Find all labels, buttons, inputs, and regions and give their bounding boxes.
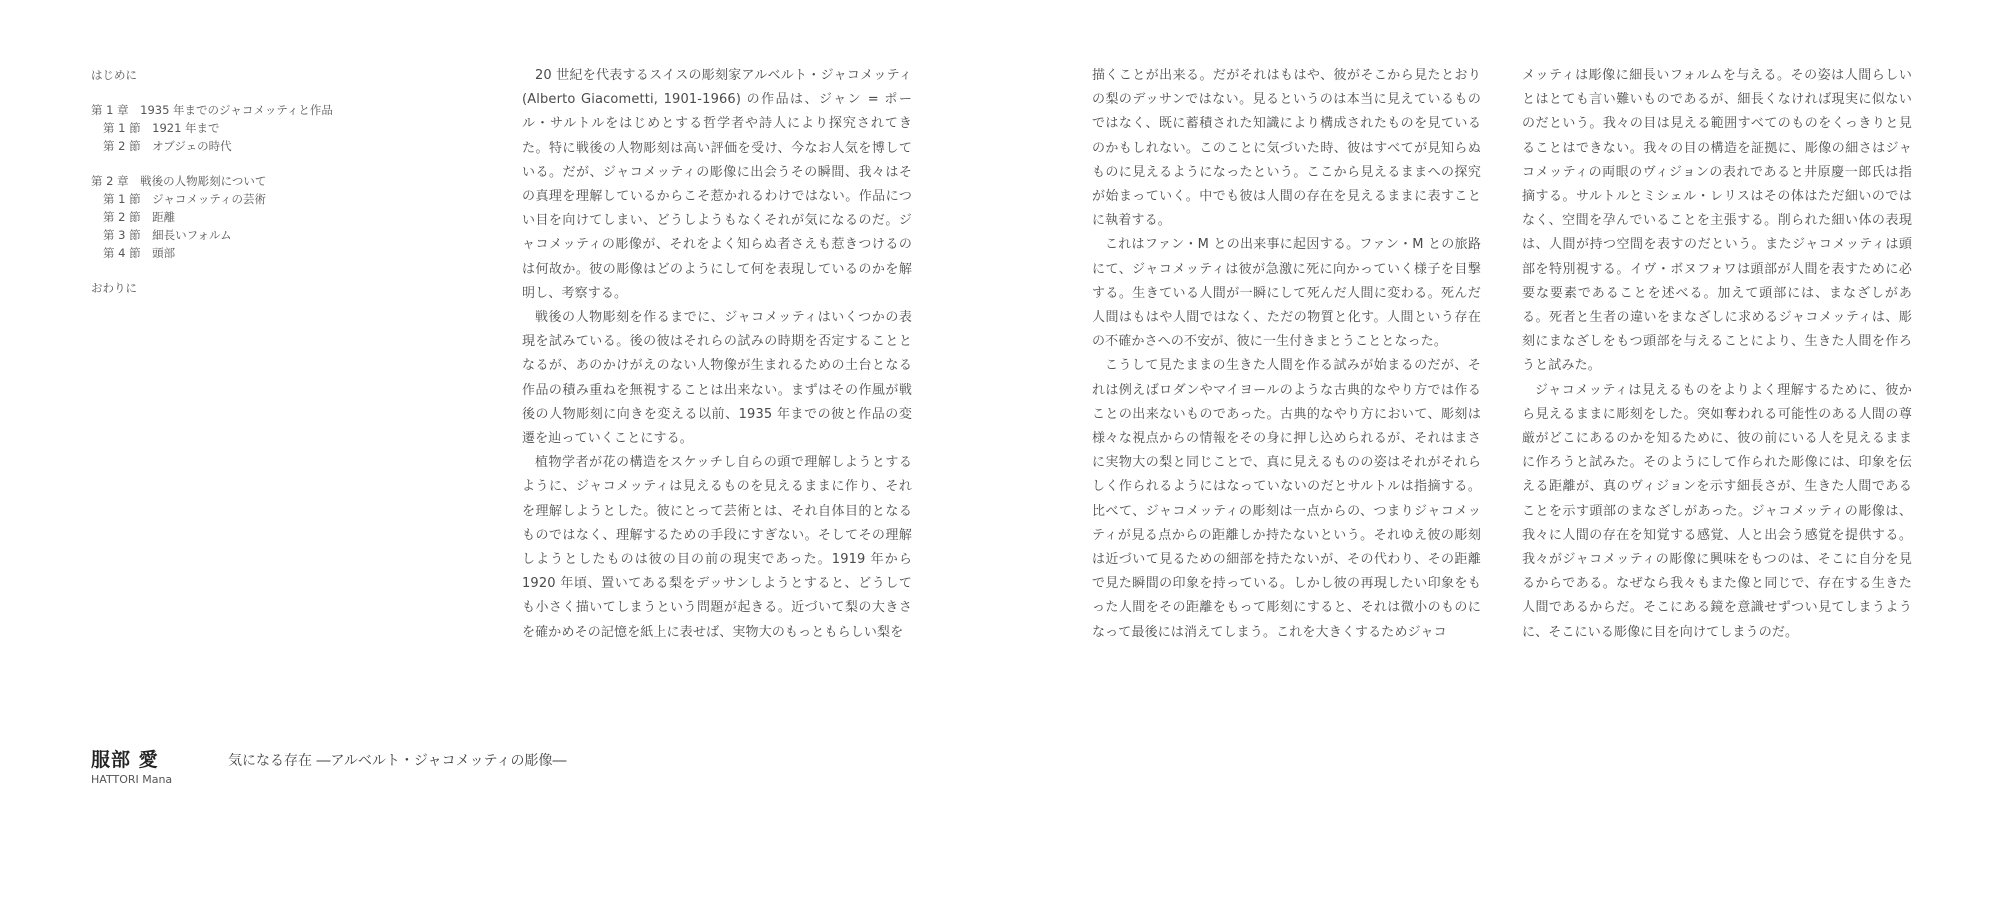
body-column-2 [1092,64,1481,645]
body-column-3 [1522,64,1912,645]
work-title: 気になる存在 ―アルベルト・ジャコメッティの彫像― [228,753,567,769]
paragraph: これはファン・M との出来事に起因する。ファン・M との旅路にて、ジャコメッティは彼が急激に死に向かっていく様子を目撃する。生きている人間が一瞬にして死んだ人間に変わる。死んだ人間はもはや人間ではなく、ただの物質と化す。人間という存在の不確かさへの不安が、彼に一生付きまとうこととなった。 [1092,237,1481,350]
table-of-contents [91,66,391,297]
paragraph: こうして見たままの生きた人間を作る試みが始まるのだが、それは例えばロダンやマイヨールのような古典的なやり方では作ることの出来ないものであった。古典的なやり方において、彫刻は様々な視点からの情報をその身に押し込められるが、それはまさに実物大の梨と同じことで、真に見えるものの姿はそれがそれらしく作られるようにはなっていないのだとサルトルは指摘する。比べて、ジャコメッティの彫刻は一点からの、つまりジャコメッティが見る点からの距離しか持たないという。それゆえ彼の彫刻は近づいて見るための細部を持たないが、その代わり、その距離で見た瞬間の印象を持っている。しかし彼の再現したい印象をもった人間をその距離をもって彫刻にすると、それは微小のものになって最後には消えてしまう。これを大きくするためジャコ [1092,358,1481,640]
toc-chapter-2-section-1: 第 1 節 ジャコメッティの芸術 [103,192,266,206]
toc-chapter-1: 第 1 章 1935 年までのジャコメッティと作品 [91,103,333,117]
author-block [91,748,172,788]
paragraph: 描くことが出来る。だがそれはもはや、彼がそこから見たとおりの梨のデッサンではない。見るというのは本当に見えているものではなく、既に蓄積された知識により構成されたものを見ているのかもしれない。このことに気づいた時、彼はすべてが見知らぬものに見えるようになったという。ここから見えるままへの探究が始まっていく。中でも彼は人間の存在を見えるままに表すことに執着する。 [1092,68,1481,229]
toc-chapter-2: 第 2 章 戦後の人物彫刻について [91,174,267,188]
toc-chapter-2-section-2: 第 2 節 距離 [103,210,176,224]
paragraph: 戦後の人物彫刻を作るまでに、ジャコメッティはいくつかの表現を試みている。後の彼はそれらの試みの時期を否定することとなるが、あのかけがえのない人物像が生まれるための土台となる作品の積み重ねを無視することは出来ない。まずはその作風が戦後の人物彫刻に向きを変える以前、1935 年までの彼と作品の変遷を辿っていくことにする。 [522,310,912,447]
toc-chapter-2-section-3: 第 3 節 細長いフォルム [103,228,232,242]
toc-outro: おわりに [91,281,137,295]
toc-intro: はじめに [91,68,137,82]
author-name-ja: 服部 愛 [91,749,159,771]
paragraph: 植物学者が花の構造をスケッチし自らの頭で理解しようとするように、ジャコメッティは見えるものを見えるままに作り、それを理解しようとした。彼にとって芸術とは、それ自体目的となるものではなく、理解するための手段にすぎない。そしてその理解しようとしたものは彼の目の前の現実であった。1919 年から 1920 年頃、置いてある梨をデッサンしようとすると、どうしても小さく描いてしまうという問題が起きる。近づいて梨の大きさを確かめその記憶を紙上に表せば、実物大のもっともらしい梨を [522,455,912,640]
body-column-1 [522,64,912,645]
paragraph: ジャコメッティは見えるものをよりよく理解するために、彼から見えるままに彫刻をした。突如奪われる可能性のある人間の尊厳がどこにあるのかを知るために、彼の前にいる人を見えるままに作ろうと試みた。そのようにして作られた彫像には、印象を伝える距離が、真のヴィジョンを示す細長さが、生きた人間であることを示す頭部のまなざしがあった。ジャコメッティの彫像は、我々に人間の存在を知覚する感覚、人と出会う感覚を提供する。我々がジャコメッティの彫像に興味をもつのは、そこに自分を見るからである。なぜなら我々もまた像と同じで、存在する生きた人間であるからだ。そこにある鏡を意識せずつい見てしまうように、そこにいる彫像に目を向けてしまうのだ。 [1522,382,1912,640]
toc-chapter-2-section-4: 第 4 節 頭部 [103,246,176,260]
paragraph: 20 世紀を代表するスイスの彫刻家アルベルト・ジャコメッティ (Alberto Giacometti, 1901-1966) の作品は、ジャン = ポール・サルトルをはじめとする哲学者や詩人により探究されてきた。特に戦後の人物彫刻は高い評価を受け、今なお人気を博している。だが、ジャコメッティの彫像に出会うその瞬間、我々はその真理を理解しているからこそ惹かれるわけではない。作品につい目を向けてしまい、どうしようもなくそれが気になるのだ。ジャコメッティの彫像が、それをよく知らぬ者さえも惹きつけるのは何故か。彼の彫像はどのようにして何を表現しているのかを解明し、考察する。 [522,68,912,301]
toc-chapter-1-section-1: 第 1 節 1921 年まで [103,121,220,135]
author-name-en: HATTORI Mana [91,773,173,786]
paragraph: メッティは彫像に細長いフォルムを与える。その姿は人間らしいとはとても言い難いものであるが、細長くなければ現実に似ないのだという。我々の目は見える範囲すべてのものをくっきりと見ることはできない。我々の目の構造を証拠に、彫像の細さはジャコメッティの両眼のヴィジョンの表れであると井原慶一郎氏は指摘する。サルトルとミシェル・レリスはその体はただ細いのではなく、空間を孕んでいることを主張する。削られた細い体の表現は、人間が持つ空間を表すのだという。またジャコメッティは頭部を特別視する。イヴ・ボヌフォワは頭部が人間を表すために必要な要素であることを述べる。加えて頭部には、まなざしがある。死者と生者の違いをまなざしに求めるジャコメッティは、彫刻にまなざしをもつ頭部を与えることにより、生きた人間を作ろうと試みた。 [1522,68,1912,374]
toc-chapter-1-section-2: 第 2 節 オブジェの時代 [103,139,232,153]
